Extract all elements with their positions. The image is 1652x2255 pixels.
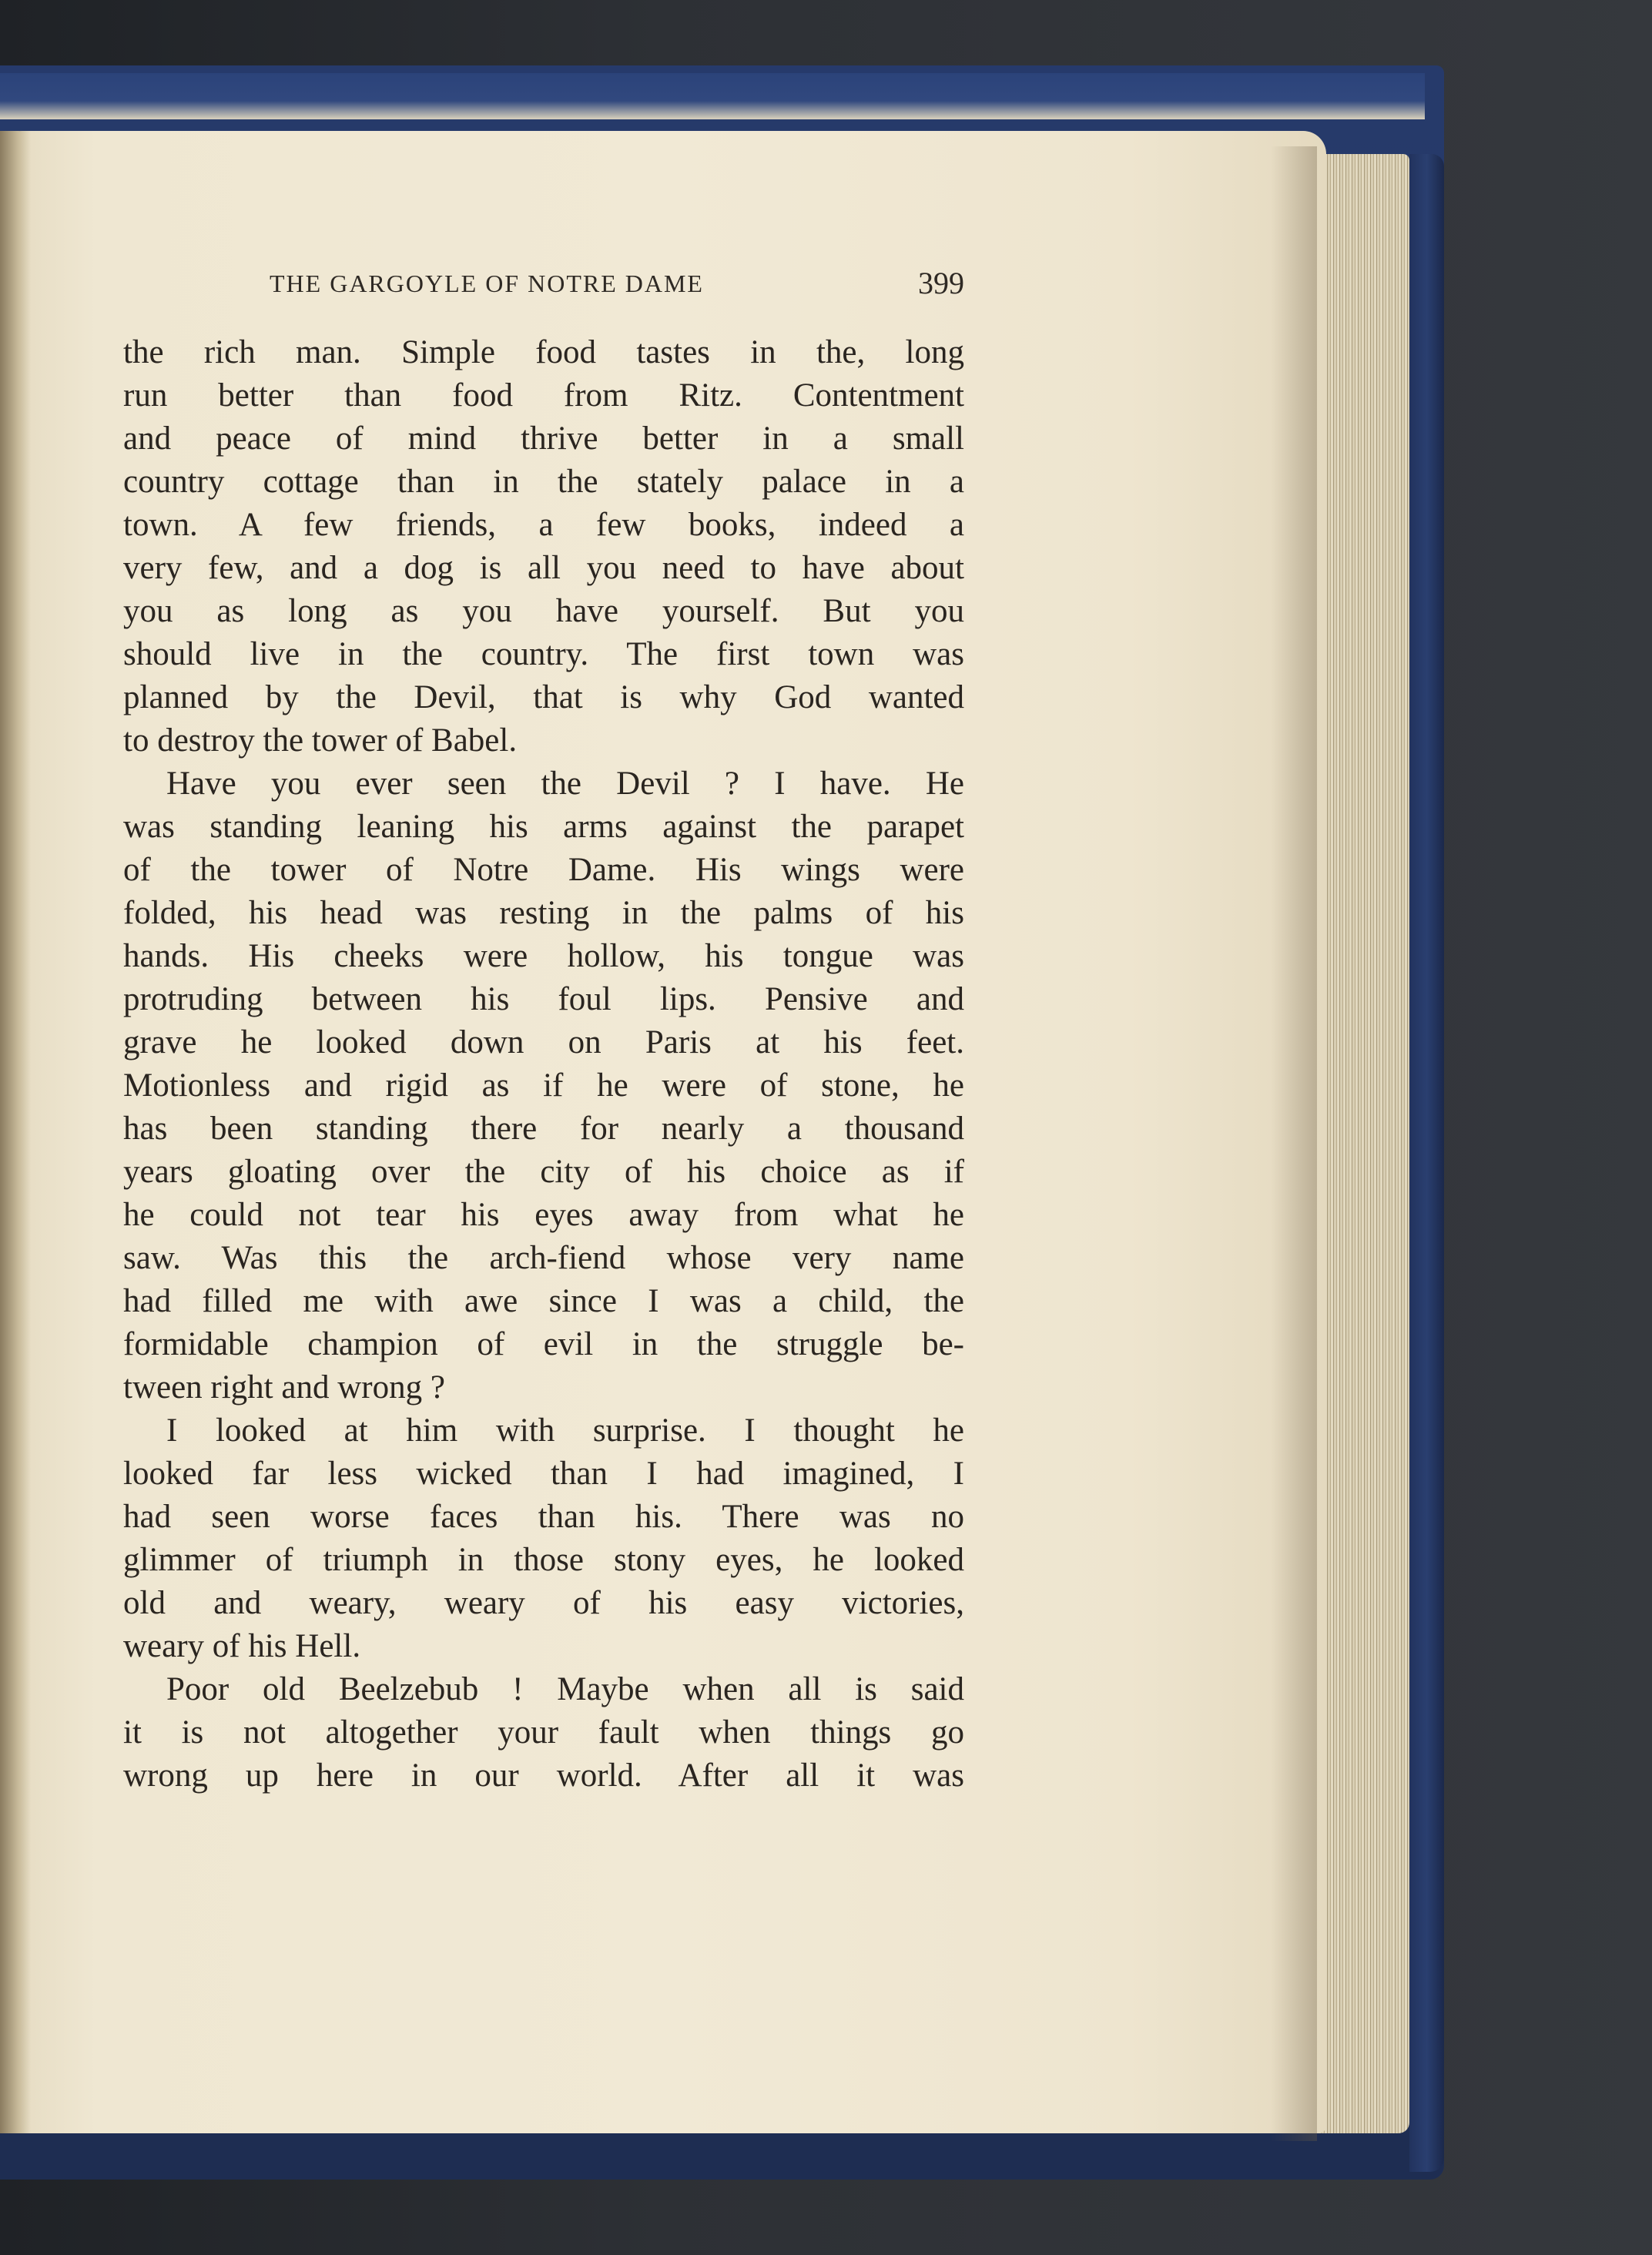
- text-line: country cottage than in the stately palace in a: [123, 464, 964, 500]
- text-line: Motionless and rigid as if he were of stone, he: [123, 1067, 964, 1104]
- text-line: run better than food from Ritz. Contentment: [123, 377, 964, 414]
- running-head: [123, 266, 970, 308]
- text-line: old and weary, weary of his easy victories,: [123, 1585, 964, 1621]
- text-line: planned by the Devil, that is why God wanted: [123, 679, 964, 715]
- text-line: glimmer of triumph in those stony eyes, he looked: [123, 1542, 964, 1578]
- text-line: town. A few friends, a few books, indeed a: [123, 507, 964, 543]
- text-line: weary of his Hell.: [123, 1628, 361, 1664]
- text-line: it is not altogether your fault when things go: [123, 1714, 964, 1751]
- text-line: formidable champion of evil in the struggle be-: [123, 1326, 964, 1362]
- text-line: looked far less wicked than I had imagined, I: [123, 1456, 964, 1492]
- text-line: he could not tear his eyes away from what he: [123, 1197, 964, 1233]
- text-line: and peace of mind thrive better in a small: [123, 421, 964, 457]
- text-line: was standing leaning his arms against the parapet: [123, 809, 964, 845]
- text-line: hands. His cheeks were hollow, his tongue was: [123, 938, 964, 974]
- text-line: years gloating over the city of his choice as if: [123, 1154, 964, 1190]
- page-number: 399: [918, 266, 964, 300]
- page-gutter: [0, 131, 31, 2133]
- book-cover-top-edge: [0, 73, 1425, 119]
- running-title: THE GARGOYLE OF NOTRE DAME: [270, 270, 704, 297]
- text-line: had seen worse faces than his. There was no: [123, 1499, 964, 1535]
- text-line: wrong up here in our world. After all it was: [123, 1757, 964, 1794]
- text-line: grave he looked down on Paris at his feet.: [123, 1024, 964, 1060]
- text-line: had filled me with awe since I was a child, the: [123, 1283, 964, 1319]
- text-line: should live in the country. The first town was: [123, 636, 964, 672]
- text-line: to destroy the tower of Babel.: [123, 722, 518, 759]
- text-line: Poor old Beelzebub ! Maybe when all is said: [166, 1671, 964, 1707]
- text-line: very few, and a dog is all you need to have about: [123, 550, 964, 586]
- text-line: saw. Was this the arch-fiend whose very name: [123, 1240, 964, 1276]
- text-line: of the tower of Notre Dame. His wings were: [123, 852, 964, 888]
- text-line: protruding between his foul lips. Pensive and: [123, 981, 964, 1017]
- text-line: the rich man. Simple food tastes in the, long: [123, 334, 964, 370]
- text-line: tween right and wrong ?: [123, 1369, 445, 1406]
- text-line: I looked at him with surprise. I thought he: [166, 1412, 964, 1449]
- page-edge-shadow: [1271, 146, 1317, 2141]
- text-line: folded, his head was resting in the palms of his: [123, 895, 964, 931]
- book-cover-right-edge: [1409, 154, 1444, 2172]
- text-line: has been standing there for nearly a thousand: [123, 1111, 964, 1147]
- text-line: you as long as you have yourself. But you: [123, 593, 964, 629]
- text-line: Have you ever seen the Devil ? I have. He: [166, 766, 964, 802]
